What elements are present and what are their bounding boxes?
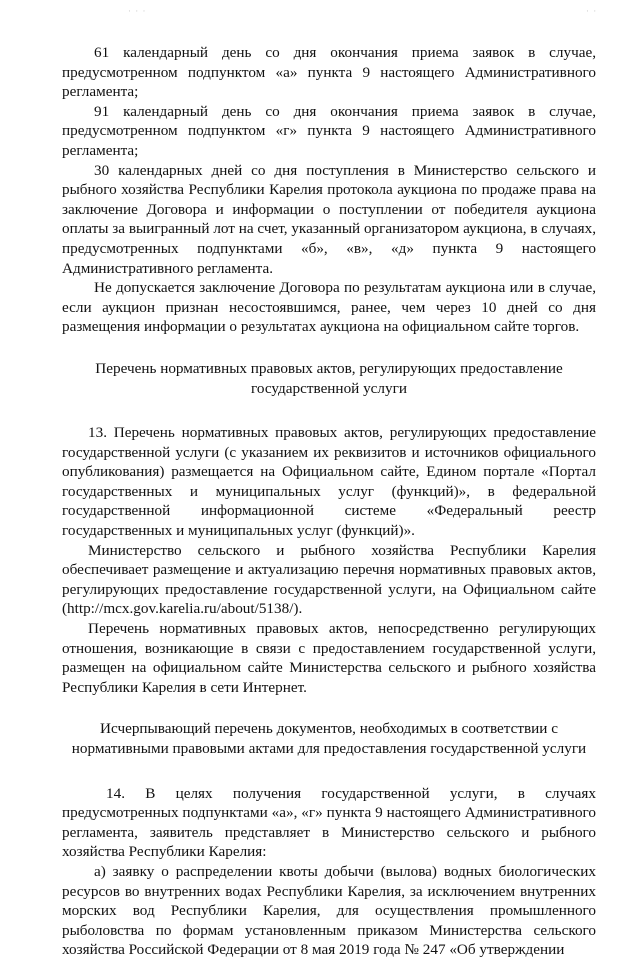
paragraph-ministry-site: Министерство сельского и рыбного хозяйства Республики Карелия обеспечивает размещение и актуализацию перечня нормативных правовых актов, регулирующих предоставление государственной услуги, на Официальном сайте (http://mcx.gov.karelia.ru/about/5138/). <box>62 541 596 618</box>
paragraph-13: 13. Перечень нормативных правовых актов, регулирующих предоставление государственной услуги (с указанием их реквизитов и источников официального опубликования) размещается на Официальном сайте, Едином портале «Портал государственных и муниципальных услуг (функций)», в федеральной государственной информационной системе «Федеральный реестр государственных и муниципальных услуг (функций)». <box>62 424 596 540</box>
paragraph-61-day: 61 календарный день со дня окончания приема заявок в случае, предусмотренном подпунктом «а» пункта 9 настоящего Административного регламента; <box>62 44 596 101</box>
section-heading-documents: Исчерпывающий перечень документов, необходимых в соответствии с нормативными правовыми актами для предоставления государственной услуги <box>71 720 587 757</box>
paragraph-14-a: а) заявку о распределении квоты добычи (вылова) водных биологических ресурсов во внутренних водах Республики Карелия, за исключением внутренних морских вод Республики Карелия, для осуществления промышленного рыболовства по формам установленным приказом Министерства сельского хозяйства Российской Федерации от 8 мая 2019 года № 247 «Об утверждении <box>62 862 596 959</box>
section-heading-legal-acts: Перечень нормативных правовых актов, регулирующих предоставление государственной услуги <box>95 359 563 397</box>
paragraph-91-day: 91 календарный день со дня окончания приема заявок в случае, предусмотренном подпунктом «г» пункта 9 настоящего Административного регламента; <box>62 102 596 159</box>
document-body <box>62 43 596 960</box>
scan-artifact-left: · · · <box>128 6 147 16</box>
paragraph-30-days: 30 календарных дней со дня поступления в Министерство сельского и рыбного хозяйства Республики Карелия протокола аукциона по продаже права на заключение Договора и информации о поступлении от победителя аукциона оплаты за выигранный лот на счет, указанный организатором аукциона, в случаях, предусмотренных подпунктами «б», «в», «д» пункта 9 настоящего Административного регламента. <box>62 161 596 277</box>
paragraph-14: 14. В целях получения государственной услуги, в случаях предусмотренных подпунктами «а», «г» пункта 9 настоящего Административного регламента, заявитель представляет в Министерство сельского и рыбного хозяйства Республики Карелия: <box>62 784 596 861</box>
scan-artifact-right: · · <box>586 6 598 16</box>
paragraph-not-allowed: Не допускается заключение Договора по результатам аукциона или в случае, если аукцион признан несостоявшимся, ранее, чем через 10 дней со дня размещения информации о результатах аукциона на официальном сайте торгов. <box>62 279 596 336</box>
paragraph-legal-acts-list: Перечень нормативных правовых актов, непосредственно регулирующих отношения, возникающие в связи с предоставлением государственной услуги, размещен на официальном сайте Министерства сельского и рыбного хозяйства Республики Карелия в сети Интернет. <box>62 620 596 696</box>
